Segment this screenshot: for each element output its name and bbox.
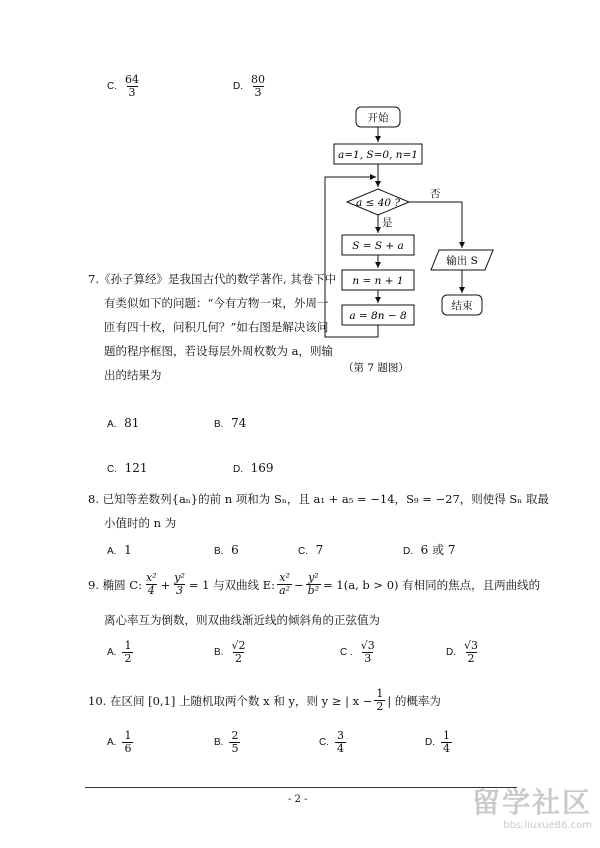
- q9-suffix: = 1(a, b > 0) 有相同的焦点，且两曲线的: [323, 577, 541, 592]
- q6-option-c-den: 3: [128, 86, 136, 99]
- q9-line-2: 离心率互为倒数，则双曲线渐近线的倾斜角的正弦值为: [104, 613, 380, 627]
- q8-option-a: [107, 543, 132, 559]
- q7-option-b-value: 74: [231, 416, 247, 430]
- q7-line-5: 出的结果为: [104, 368, 162, 382]
- q10-option-c-num: 3: [337, 729, 344, 742]
- q10-option-a-fraction: [122, 730, 133, 755]
- q9-option-c-label: C .: [340, 647, 353, 658]
- q8-option-b-value: 6: [231, 543, 239, 557]
- q10-option-b: [214, 730, 240, 755]
- watermark-url: bbs.liuxue86.com: [503, 820, 592, 831]
- q8-option-d: [403, 543, 456, 559]
- q10-frac-den: 2: [376, 700, 384, 713]
- q10-option-d: [425, 730, 452, 755]
- flowchart-no-label: 否: [430, 188, 441, 200]
- q10-option-c-label: C.: [319, 737, 329, 748]
- q7-option-d-value: 169: [250, 461, 274, 475]
- q7-option-a-label: A.: [107, 419, 117, 430]
- q8-option-c-value: 7: [315, 543, 324, 557]
- q9-option-a-num: 1: [124, 639, 132, 652]
- q10-suffix: | 的概率为: [387, 693, 441, 708]
- q10-option-b-label: B.: [214, 737, 224, 748]
- flowchart-caption: （第 7 题图）: [343, 362, 409, 374]
- footer-divider: [85, 787, 517, 788]
- arrow: [409, 202, 462, 248]
- q7-option-c-value: 121: [124, 461, 148, 475]
- q10-option-d-label: D.: [425, 737, 435, 748]
- q9-e1-num: x²: [145, 571, 157, 584]
- q9-option-d: [446, 640, 480, 665]
- q9-minus: −: [294, 577, 304, 592]
- q10-line-1: [88, 688, 441, 713]
- q10-option-b-den: 5: [231, 742, 239, 755]
- q6-option-d: [233, 74, 267, 99]
- q10-option-c-den: 4: [337, 742, 344, 755]
- q9-h1-den: a²: [279, 584, 291, 597]
- q9-e2-den: 3: [176, 584, 184, 597]
- q10-option-a: [107, 730, 133, 755]
- q9-option-d-den: 2: [467, 652, 475, 665]
- flowchart-start-text: 开始: [367, 112, 389, 124]
- q9-option-c: [340, 640, 377, 665]
- q6-option-d-den: 3: [254, 86, 262, 99]
- q9-hyperbola-term1: [277, 572, 292, 597]
- q6-option-c-label: C.: [107, 81, 117, 92]
- q6-option-c: [107, 74, 141, 99]
- q9-option-a-label: A.: [107, 647, 117, 658]
- q7-option-a-value: 81: [124, 416, 140, 430]
- q8-option-a-label: A.: [107, 546, 117, 557]
- q8-line-1: 8. 已知等差数列{aₙ}的前 n 项和为 Sₙ，且 a₁ + a₅ = −14，S₉ = −27，则使得 Sₙ 取最: [88, 492, 549, 506]
- flowchart-step3-text: a = 8n − 8: [349, 310, 407, 322]
- q7-line-1: 7.《孙子算经》是我国古代的数学著作, 其卷下中: [88, 272, 337, 286]
- flowchart-init-text: a=1, S=0, n=1: [337, 149, 419, 161]
- q9-option-b-den: 2: [234, 652, 242, 665]
- q10-option-d-num: 1: [443, 729, 450, 742]
- q8-option-d-label: D.: [403, 546, 413, 557]
- q6-option-c-fraction: [123, 74, 141, 99]
- q9-option-b-num: √2: [231, 639, 246, 652]
- q10-option-d-fraction: [441, 730, 452, 755]
- watermark-logo: 留学社区: [471, 786, 592, 819]
- q9-option-a: [107, 640, 133, 665]
- q8-option-a-value: 1: [124, 543, 132, 557]
- q7-option-d: [233, 461, 274, 477]
- q10-option-b-fraction: [229, 730, 240, 755]
- q10-option-a-num: 1: [124, 729, 132, 742]
- q9-option-c-num: √3: [360, 639, 375, 652]
- q7-option-c-label: C.: [107, 464, 117, 475]
- q6-option-d-fraction: [249, 74, 267, 99]
- q9-option-d-label: D.: [446, 647, 456, 658]
- q9-option-b-label: B.: [214, 647, 224, 658]
- q9-option-b-fraction: [229, 640, 247, 665]
- q6-option-c-num: 64: [125, 73, 139, 86]
- q9-option-c-den: 3: [364, 652, 372, 665]
- q10-frac-num: 1: [376, 687, 384, 700]
- q7-line-4: 题的程序框图，若设每层外周枚数为 a，则输: [104, 344, 334, 358]
- q10-option-a-den: 6: [124, 742, 132, 755]
- q9-option-a-den: 2: [124, 652, 132, 665]
- program-flowchart: [318, 100, 518, 385]
- q10-prefix: 10. 在区间 [0,1] 上随机取两个数 x 和 y，则 y ≥ | x −: [88, 693, 373, 708]
- q7-option-a: [107, 416, 139, 432]
- q9-plus: +: [160, 577, 171, 592]
- q9-mid: = 1 与双曲线 E:: [188, 577, 276, 592]
- q10-option-a-label: A.: [107, 737, 117, 748]
- q9-option-c-fraction: [359, 640, 377, 665]
- page-number: - 2 -: [288, 794, 308, 805]
- q9-option-d-fraction: [462, 640, 480, 665]
- q9-ellipse-term1: [144, 572, 159, 597]
- q9-line-1: [88, 572, 540, 597]
- q7-line-2: 有类似如下的问题：“今有方物一束，外周一: [104, 296, 329, 310]
- q8-option-c-label: C.: [298, 546, 308, 557]
- q10-option-b-num: 2: [231, 729, 239, 742]
- q9-prefix: 9. 椭圆 C:: [88, 577, 142, 592]
- q9-e1-den: 4: [147, 584, 155, 597]
- q9-h1-num: x²: [279, 571, 290, 584]
- q10-option-c: [319, 730, 346, 755]
- q10-option-d-den: 4: [443, 742, 450, 755]
- q7-option-b-label: B.: [214, 419, 224, 430]
- flowchart-end-text: 结束: [451, 300, 473, 312]
- q8-line-2: 小值时的 n 为: [104, 516, 177, 530]
- q9-h2-num: y²: [308, 571, 319, 584]
- q9-option-a-fraction: [122, 640, 133, 665]
- flowchart-yes-label: 是: [382, 217, 393, 229]
- q8-option-b: [214, 543, 239, 559]
- q8-option-c: [298, 543, 323, 559]
- q6-option-d-label: D.: [233, 81, 243, 92]
- q10-fraction: [374, 688, 385, 713]
- flowchart-step1-text: S = S + a: [352, 240, 404, 252]
- q7-option-d-label: D.: [233, 464, 243, 475]
- watermark: [472, 786, 592, 832]
- q8-option-d-value: 6 或 7: [420, 543, 456, 557]
- q9-option-b: [214, 640, 247, 665]
- q6-option-d-num: 80: [251, 73, 265, 86]
- q7-option-c: [107, 461, 148, 477]
- q9-ellipse-term2: [172, 572, 187, 597]
- q9-hyperbola-term2: [306, 572, 321, 597]
- q7-option-b: [214, 416, 246, 432]
- q9-e2-num: y²: [174, 571, 185, 584]
- q10-option-c-fraction: [335, 730, 346, 755]
- q7-line-3: 匝有四十枚，问积几何？”如右图是解决该问: [104, 320, 329, 334]
- flowchart-decision-text: a ≤ 40 ?: [355, 197, 401, 209]
- q9-h2-den: b²: [307, 584, 320, 597]
- flowchart-output-text: 输出 S: [446, 255, 478, 267]
- flowchart-step2-text: n = n + 1: [352, 275, 404, 287]
- q9-option-d-num: √3: [464, 639, 479, 652]
- q8-option-b-label: B.: [214, 546, 224, 557]
